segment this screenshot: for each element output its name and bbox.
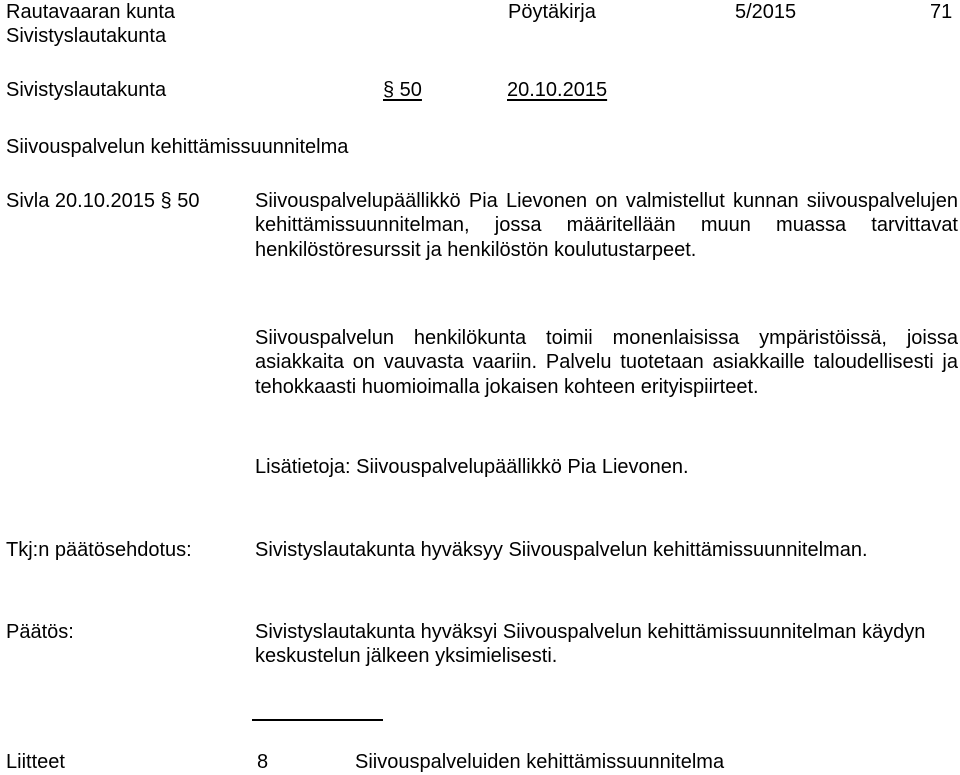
contact-info: Lisätietoja: Siivouspalvelupäällikkö Pia Lievonen. [255, 456, 689, 478]
page-number: 71 [930, 1, 953, 23]
decision-label: Päätös: [6, 621, 74, 643]
staff-paragraph: Siivouspalvelun henkilökunta toimii monenlaisissa ympäristöissä, joissa asiakkaita on vauvasta vaariin. Palvelu tuotetaan asiakkaille taloudellisesti ja tehokkaasti huomioimalla jokaisen kohteen erityispiirteet. [255, 327, 958, 398]
document-type: Pöytäkirja [508, 1, 596, 23]
document-number: 5/2015 [735, 1, 797, 23]
meeting-date: 20.10.2015 [507, 79, 608, 101]
header-body-name: Sivistyslautakunta [6, 25, 167, 47]
separator-line [252, 719, 383, 721]
preparation-paragraph: Siivouspalvelupäällikkö Pia Lievonen on valmistellut kunnan siivouspalvelujen kehittämissuunnitelman, jossa määritellään muun muassa tarvittavat henkilöstöresurssit ja henkilöstön koulutustarpeet. [255, 190, 958, 261]
organization-name: Rautavaaran kunta [6, 1, 176, 23]
attachment-number: 8 [257, 751, 269, 773]
meeting-body: Sivistyslautakunta [6, 79, 167, 101]
subject-title: Siivouspalvelun kehittämissuunnitelma [6, 136, 349, 158]
decision-text: Sivistyslautakunta hyväksyi Siivouspalvelun kehittämissuunnitelman käydyn keskustelun jälkeen yksimielisesti. [255, 621, 926, 668]
section-number: § 50 [383, 79, 422, 101]
reference-label: Sivla 20.10.2015 § 50 [6, 190, 200, 212]
attachments-label: Liitteet [6, 751, 65, 773]
attachment-title: Siivouspalveluiden kehittämissuunnitelma [355, 751, 725, 773]
proposal-text: Sivistyslautakunta hyväksyy Siivouspalvelun kehittämissuunnitelman. [255, 539, 868, 561]
proposal-label: Tkj:n päätösehdotus: [6, 539, 192, 561]
